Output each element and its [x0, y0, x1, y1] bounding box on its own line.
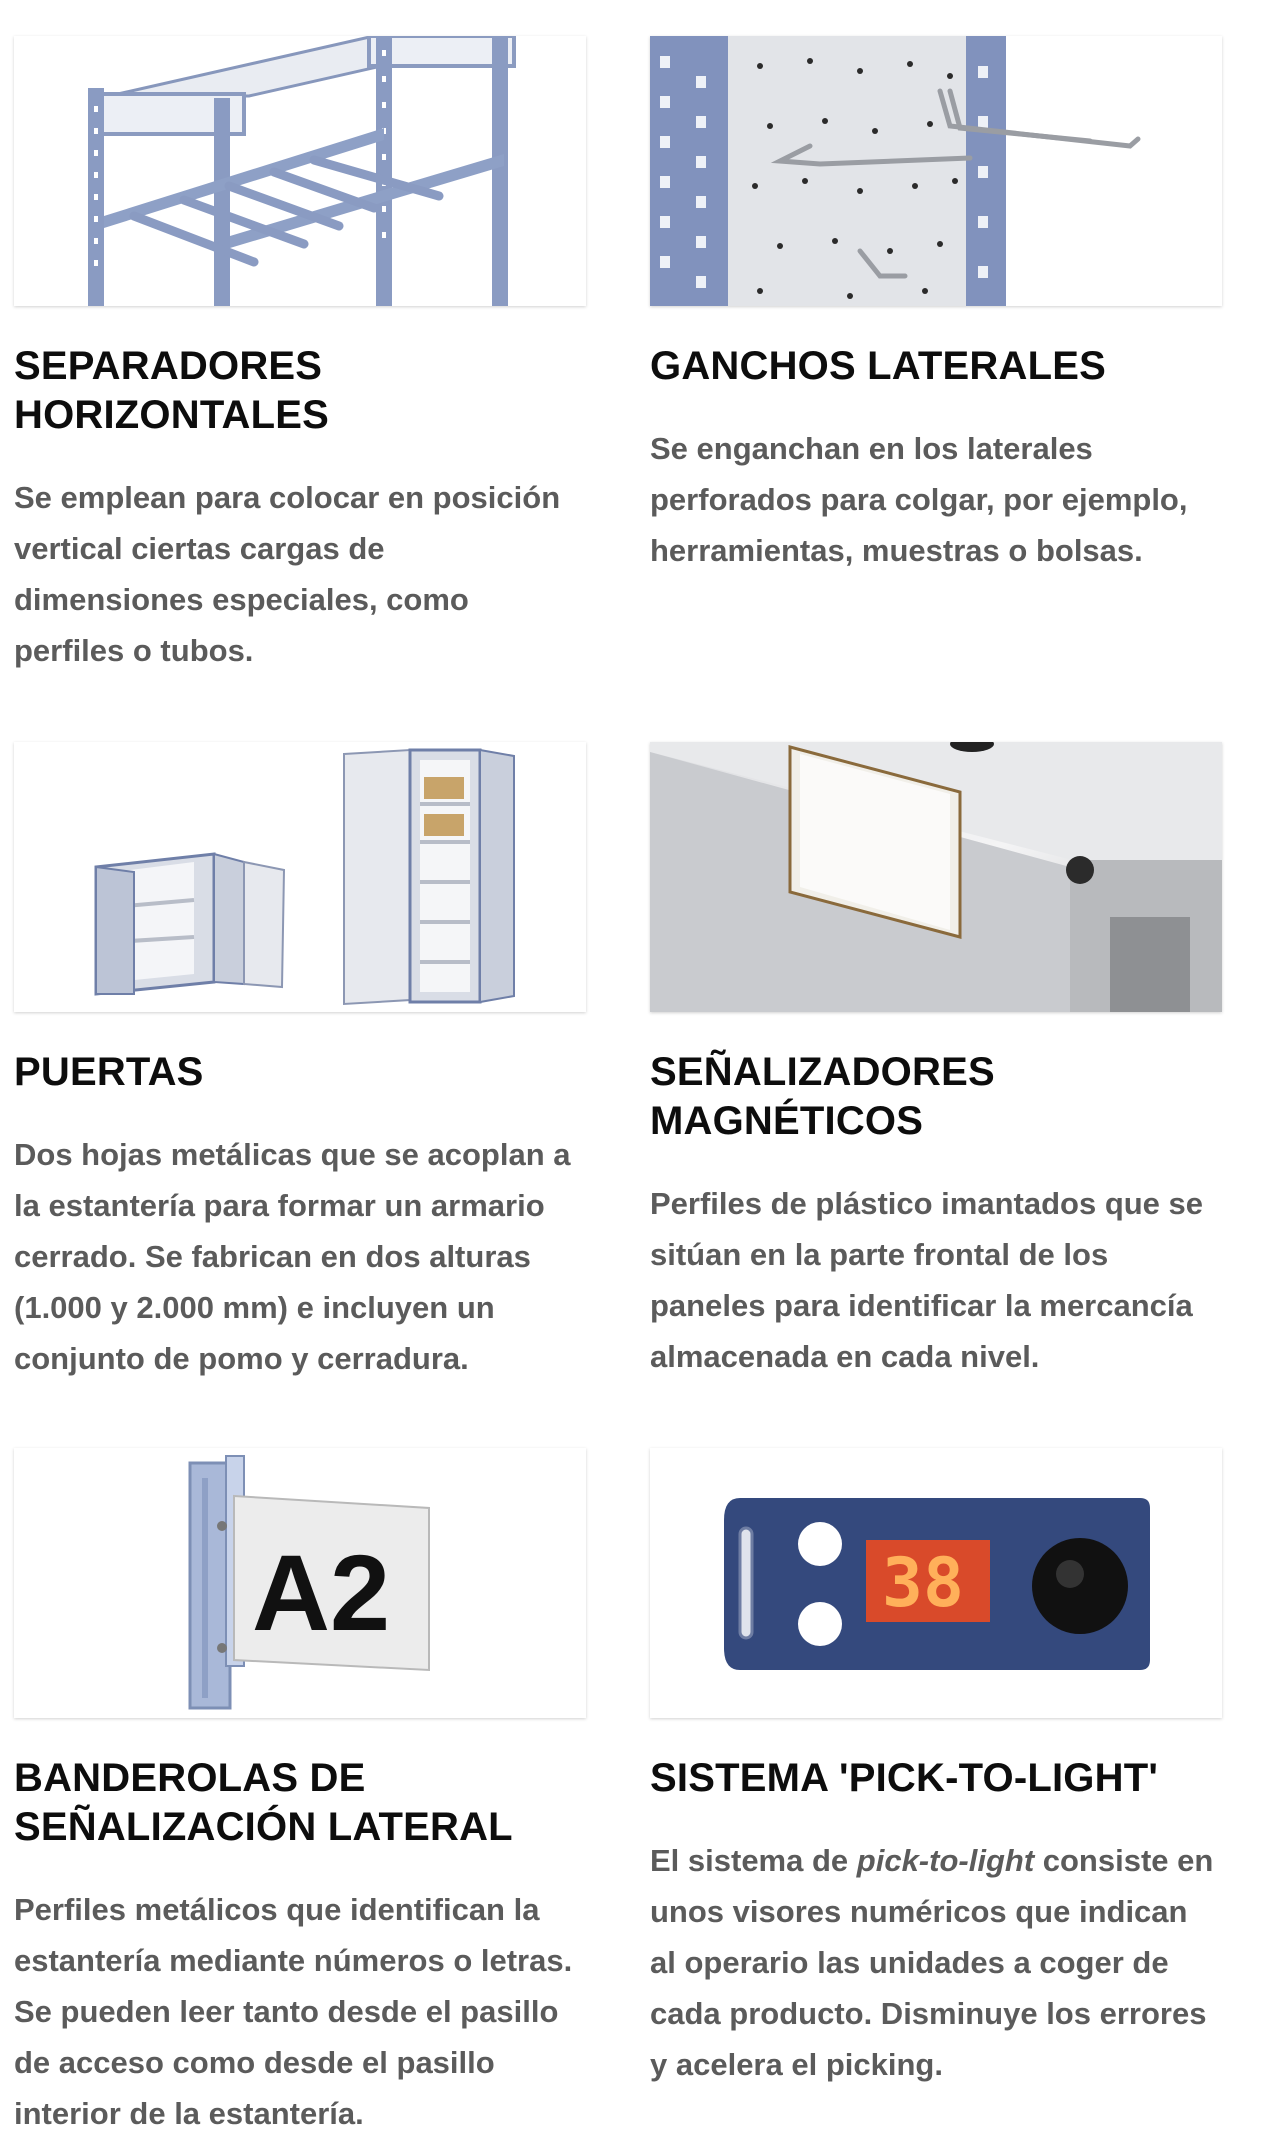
sign-label: A2: [252, 1532, 391, 1653]
card-side-banners: [14, 1448, 586, 2154]
card-pick-to-light: [650, 1448, 1222, 2154]
description-emphasis: pick-to-light: [856, 1843, 1035, 1878]
card-description: Dos hojas metálicas que se acoplan a la estantería para formar un armario cerrado. Se fabrican en dos alturas (1.000 y 2.000 mm) e incluyen un conjunto de pomo y cerradura.: [14, 1137, 571, 1376]
card-title: BANDEROLAS DE SEÑALIZACIÓN LATERAL: [14, 1756, 513, 1849]
card-description: [650, 1835, 1222, 2090]
description-intro: El sistema de: [650, 1843, 857, 1878]
doors-image: [14, 742, 586, 1012]
doors-illustration: [14, 742, 586, 1012]
card-magnetic-markers: [650, 742, 1222, 1448]
card-title: GANCHOS LATERALES: [650, 344, 1106, 388]
card-description: Perfiles metálicos que identifican la estantería mediante números o letras. Se pueden leer tanto desde el pasillo de acceso como desde el pasillo interior de la estantería.: [14, 1892, 573, 2131]
side-banners-illustration: [14, 1448, 586, 1718]
card-title: PUERTAS: [14, 1050, 204, 1094]
side-hooks-image: [650, 36, 1222, 306]
card-title: SISTEMA 'PICK-TO-LIGHT': [650, 1756, 1159, 1800]
side-hooks-illustration: [650, 36, 1222, 306]
horizontal-separators-image: [14, 36, 586, 306]
card-horizontal-separators: [14, 36, 586, 742]
card-description: Se enganchan en los laterales perforados para colgar, por ejemplo, herramientas, muestras o bolsas.: [650, 431, 1188, 568]
card-side-hooks: [650, 36, 1222, 742]
card-description: Perfiles de plástico imantados que se sitúan en la parte frontal de los paneles para identificar la mercancía almacenada en cada nivel.: [650, 1186, 1204, 1374]
display-digits: 38: [882, 1544, 964, 1623]
side-banners-image: [14, 1448, 586, 1718]
card-title: SEÑALIZADORES MAGNÉTICOS: [650, 1050, 995, 1143]
magnetic-markers-illustration: [650, 742, 1222, 1012]
pick-to-light-illustration: [650, 1448, 1222, 1718]
magnetic-markers-image: [650, 742, 1222, 1012]
horizontal-separators-illustration: [14, 36, 586, 306]
pick-to-light-image: [650, 1448, 1222, 1718]
card-doors: [14, 742, 586, 1448]
accessories-grid: [14, 36, 1224, 2154]
description-rest: consiste en unos visores numéricos que indican al operario las unidades a coger de cada producto. Disminuye los errores y acelera el picking.: [650, 1843, 1214, 2082]
card-description: Se emplean para colocar en posición vertical ciertas cargas de dimensiones especiales, como perfiles o tubos.: [14, 480, 561, 668]
card-title: SEPARADORES HORIZONTALES: [14, 344, 329, 437]
